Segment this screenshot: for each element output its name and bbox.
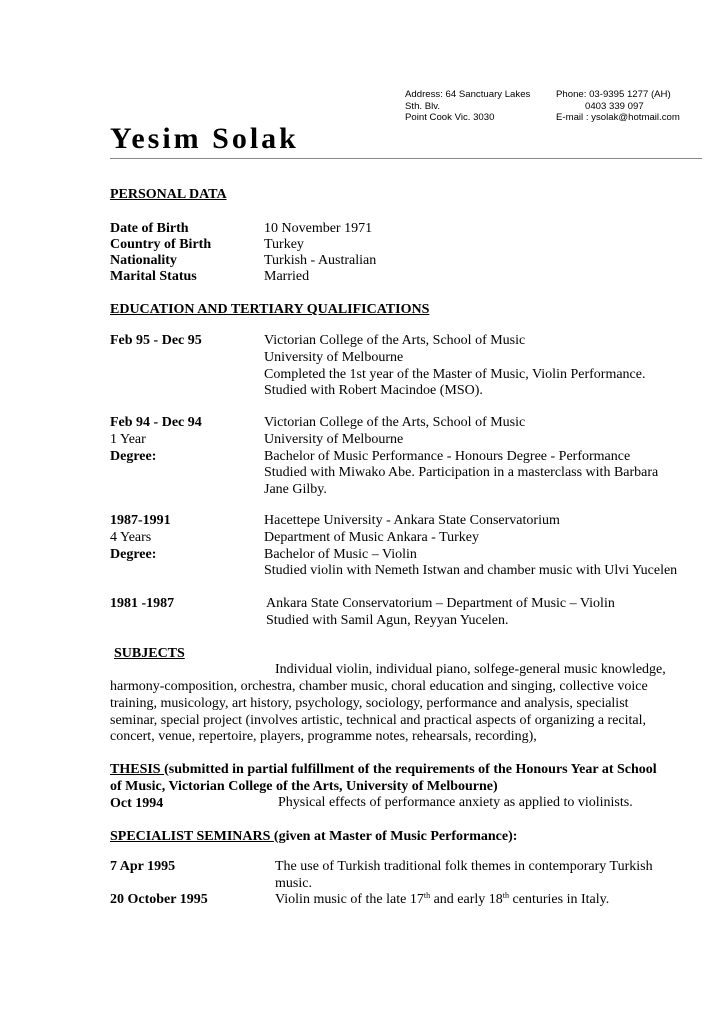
education-line: Jane Gilby. xyxy=(264,482,327,498)
education-duration: 1 Year xyxy=(110,431,146,447)
seminars-heading-note: (given at Master of Music Performance): xyxy=(273,829,518,844)
subjects-heading: SUBJECTS xyxy=(114,646,185,661)
education-line: Studied with Robert Macindoe (MSO). xyxy=(264,383,483,399)
subjects-text xyxy=(110,679,648,746)
education-line: Bachelor of Music Performance - Honours Degree - Performance xyxy=(264,448,631,464)
seminars-heading-row xyxy=(110,829,517,846)
header-divider xyxy=(110,158,702,159)
education-heading: EDUCATION AND TERTIARY QUALIFICATIONS xyxy=(110,302,430,317)
education-meta xyxy=(110,415,202,465)
education-line: Victorian College of the Arts, School of Music xyxy=(264,415,526,430)
mobile-line: 0403 339 097 xyxy=(585,100,644,112)
seminar-date: 7 Apr 1995 xyxy=(110,859,176,874)
education-line: Hacettepe University - Ankara State Conservatorium xyxy=(264,513,560,528)
seminar-topic xyxy=(275,892,609,909)
education-date: Feb 94 - Dec 94 xyxy=(110,415,202,430)
education-duration: 4 Years xyxy=(110,529,152,545)
subjects-line: training, musicology, art history, psychology, sociology, performance and analysis, specialist xyxy=(110,695,629,711)
personal-value: 10 November 1971 xyxy=(264,221,373,236)
ordinal-suffix: th xyxy=(502,891,510,900)
education-date: 1981 -1987 xyxy=(110,596,175,611)
thesis-institution: of Music, Victorian College of the Arts, University of Melbourne) xyxy=(110,778,498,794)
education-date: 1987-1991 xyxy=(110,513,171,528)
address-line: Point Cook Vic. 3030 xyxy=(405,112,495,123)
subjects-first-line: Individual violin, individual piano, solfege-general music knowledge, xyxy=(275,662,666,677)
education-detail xyxy=(264,513,677,580)
seminar-line: The use of Turkish traditional folk themes in contemporary Turkish xyxy=(275,859,653,874)
personal-value: Married xyxy=(264,269,310,284)
address-block xyxy=(405,89,530,124)
thesis-heading-note: (submitted in partial fulfillment of the requirements of the Honours Year at School xyxy=(164,762,657,777)
personal-label: Marital Status xyxy=(110,269,197,284)
thesis-date: Oct 1994 xyxy=(110,795,164,811)
personal-heading: PERSONAL DATA xyxy=(110,187,227,202)
education-line: Studied with Miwako Abe. Participation in a masterclass with Barbara xyxy=(264,465,659,481)
thesis-heading: THESIS xyxy=(110,762,165,777)
degree-label: Degree: xyxy=(110,448,157,464)
email-line: E-mail : ysolak@hotmail.com xyxy=(556,112,680,123)
education-line: Studied violin with Nemeth Istwan and chamber music with Ulvi Yucelen xyxy=(264,563,678,579)
contact-block xyxy=(556,89,680,124)
seminar-line: music. xyxy=(275,875,312,891)
education-detail xyxy=(266,596,615,630)
education-line: University of Melbourne xyxy=(264,349,404,365)
education-line: Studied with Samil Agun, Reyyan Yucelen. xyxy=(266,612,509,628)
ordinal-suffix: th xyxy=(423,891,431,900)
thesis-title: Physical effects of performance anxiety as applied to violinists. xyxy=(278,795,633,810)
education-line: Victorian College of the Arts, School of Music xyxy=(264,333,526,348)
education-detail xyxy=(264,333,645,400)
education-line: University of Melbourne xyxy=(264,431,404,447)
education-line: Bachelor of Music – Violin xyxy=(264,546,417,562)
page-title: Yesim Solak xyxy=(110,122,299,155)
education-line: Ankara State Conservatorium – Department of Music – Violin xyxy=(266,596,615,611)
seminar-date: 20 October 1995 xyxy=(110,892,208,907)
degree-label: Degree: xyxy=(110,546,157,562)
seminar-topic xyxy=(275,859,653,893)
seminar-text: and early 18 xyxy=(430,892,503,907)
seminars-heading: SPECIALIST SEMINARS xyxy=(110,829,274,844)
personal-label: Nationality xyxy=(110,253,177,268)
subjects-line: harmony-composition, orchestra, chamber music, choral education and singing, collective voice xyxy=(110,679,648,694)
phone-line: Phone: 03-9395 1277 (AH) xyxy=(556,89,671,100)
seminar-text: Violin music of the late 17 xyxy=(275,892,424,907)
education-line: Department of Music Ankara - Turkey xyxy=(264,529,480,545)
education-line: Completed the 1st year of the Master of Music, Violin Performance. xyxy=(264,366,646,382)
subjects-line: seminar, special project (involves artistic, technical and practical aspects of organizing a recital, xyxy=(110,712,647,728)
education-detail xyxy=(264,415,658,499)
education-date: Feb 95 - Dec 95 xyxy=(110,333,202,348)
personal-label: Country of Birth xyxy=(110,237,212,252)
seminar-text: centuries in Italy. xyxy=(509,892,610,907)
personal-value: Turkish - Australian xyxy=(264,253,377,268)
subjects-line: concert, venue, repertoire, players, programme notes, rehearsals, recording), xyxy=(110,729,537,745)
address-line: Sth. Blv. xyxy=(405,100,441,112)
address-line: Address: 64 Sanctuary Lakes xyxy=(405,89,531,100)
personal-value: Turkey xyxy=(264,237,304,252)
personal-label: Date of Birth xyxy=(110,221,189,236)
education-meta xyxy=(110,513,171,563)
